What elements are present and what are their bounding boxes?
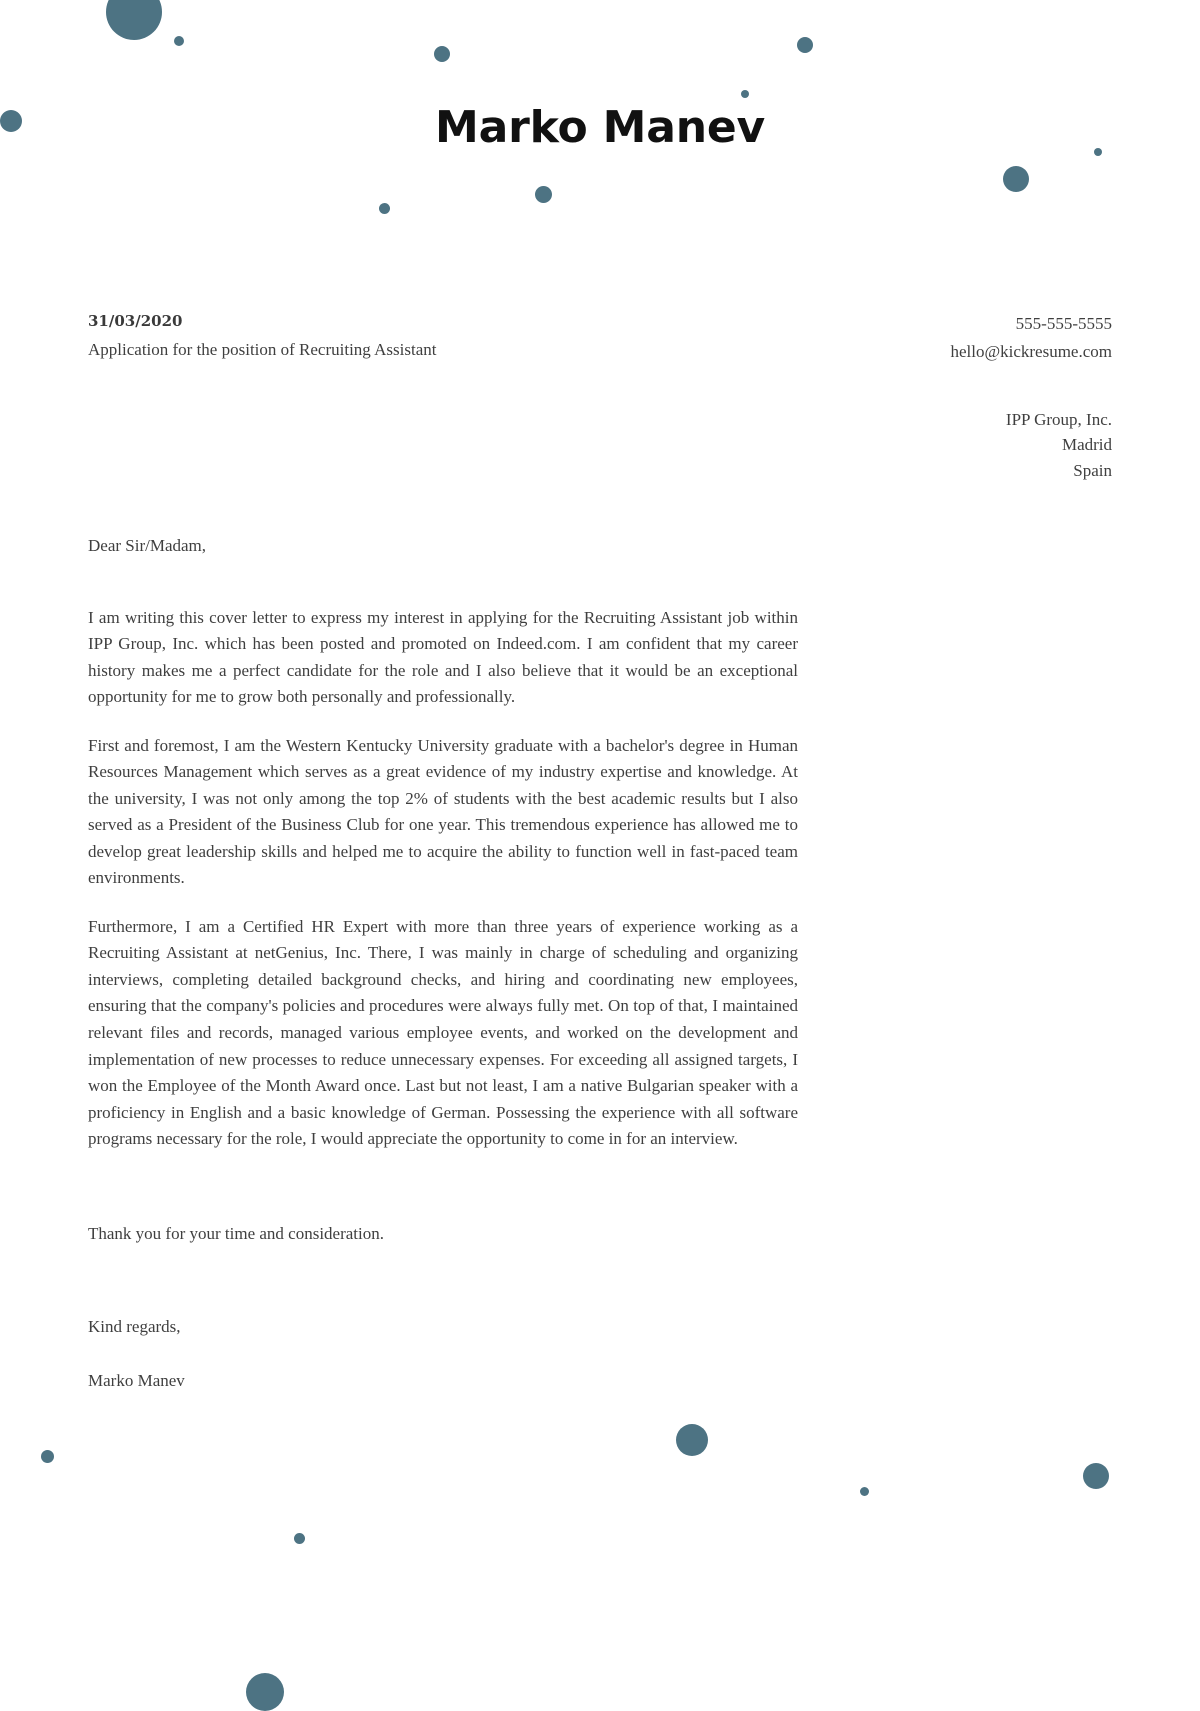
letter-meta-left <box>88 310 436 363</box>
recipient-address-block <box>0 407 1200 484</box>
letter-subject-line: Application for the position of Recruiting Assistant <box>88 339 437 359</box>
letter-signoff-block <box>88 1314 1112 1393</box>
letter-signoff: Kind regards, <box>88 1317 181 1337</box>
applicant-contact-block <box>950 310 1112 364</box>
letter-header <box>0 0 1200 152</box>
recipient-country: Spain <box>1073 460 1112 480</box>
letter-body <box>0 533 1200 1393</box>
recipient-company: IPP Group, Inc. <box>1005 409 1112 429</box>
letter-thanks-line: Thank you for your time and consideration. <box>88 1223 385 1243</box>
applicant-email[interactable]: hello@kickresume.com <box>950 341 1112 361</box>
letter-paragraph: Furthermore, I am a Certified HR Expert with more than three years of experience working as a Recruiting Assistant at netGenius, Inc. There, I was mainly in charge of scheduling and organizing interviews, completing detailed background checks, and hiring and coordinating new employees, ensuring that the company's policies and procedures were always fully met. On top of that, I maintained relevant files and records, managed various employee events, and worked on the development and implementation of new processes to reduce unnecessary expenses. For exceeding all assigned targets, I won the Employee of the Month Award once. Last but not least, I am a native Bulgarian speaker with a proficiency in English and a basic knowledge of German. Possessing the experience with all software programs necessary for the role, I would appreciate the opportunity to come in for an interview. <box>88 916 798 1149</box>
letter-meta-block <box>0 310 1200 364</box>
letter-date: 31/03/2020 <box>88 312 183 331</box>
letter-paragraph: First and foremost, I am the Western Kentucky University graduate with a bachelor's degree in Human Resources Management which serves as a great evidence of my industry expertise and knowledge. At the university, I was not only among the top 2% of students with the best academic results but I also served as a President of the Business Club for one year. This tremendous experience has allowed me to develop great leadership skills and helped me to acquire the ability to function well in fast-paced team environments. <box>88 735 798 888</box>
letter-signature-name: Marko Manev <box>88 1370 185 1390</box>
recipient-city: Madrid <box>1061 435 1112 455</box>
applicant-phone[interactable]: 555-555-5555 <box>1015 314 1112 334</box>
letter-paragraph: I am writing this cover letter to express my interest in applying for the Recruiting Assistant job within IPP Group, Inc. which has been posted and promoted on Indeed.com. I am confident that my career history makes me a perfect candidate for the role and I also believe that it would be an exceptional opportunity for me to grow both personally and professionally. <box>88 607 798 707</box>
letter-paragraph-list <box>88 605 798 1153</box>
applicant-name-title: Marko Manev <box>435 102 765 153</box>
letter-salutation: Dear Sir/Madam, <box>88 536 207 556</box>
